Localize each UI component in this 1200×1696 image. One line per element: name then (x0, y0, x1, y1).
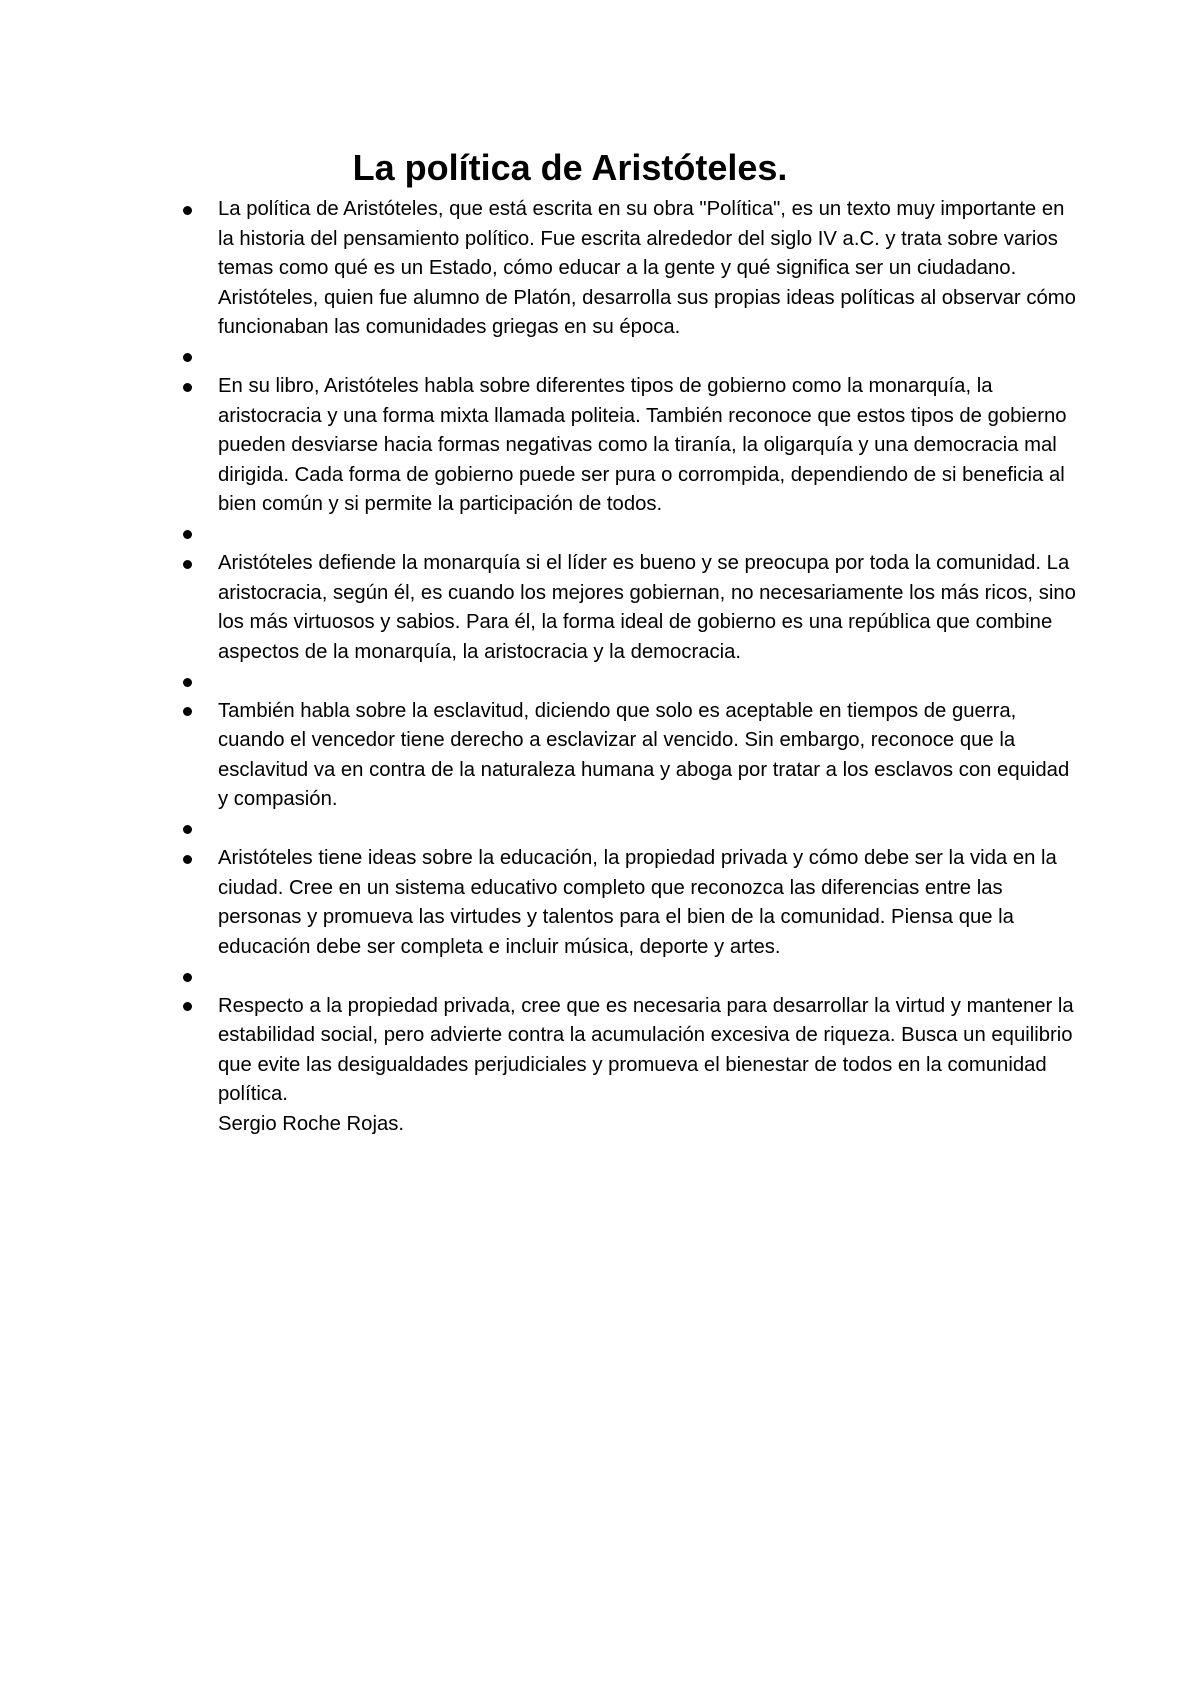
list-item-empty (180, 520, 1080, 550)
list-item (180, 844, 1080, 962)
bullet-icon (183, 530, 192, 539)
paragraph-text (218, 520, 1080, 550)
list-item-empty (180, 667, 1080, 697)
bullet-icon (183, 678, 192, 687)
list-item (180, 195, 1080, 343)
list-item (180, 992, 1080, 1140)
list-item-empty (180, 815, 1080, 845)
bullet-icon (183, 707, 192, 716)
bullet-icon (183, 353, 192, 362)
bullet-icon (183, 206, 192, 215)
list-item-empty (180, 343, 1080, 373)
bullet-list (180, 195, 1080, 1139)
bullet-icon (183, 825, 192, 834)
paragraph-text (218, 962, 1080, 992)
paragraph-text (218, 815, 1080, 845)
document-title: La política de Aristóteles. (352, 147, 788, 188)
paragraph-text: Aristóteles defiende la monarquía si el líder es bueno y se preocupa por toda la comunidad. La aristocracia, según él, es cuando los mejores gobiernan, no necesariamente los más ricos, sino los más virtuosos y sabios. Para él, la forma ideal de gobierno es una república que combine aspectos de la monarquía, la aristocracia y la democracia. (218, 552, 1076, 663)
list-item-empty (180, 962, 1080, 992)
list-item (180, 697, 1080, 815)
bullet-icon (183, 383, 192, 392)
bullet-icon (183, 855, 192, 864)
bullet-icon (183, 973, 192, 982)
paragraph-text: Respecto a la propiedad privada, cree que es necesaria para desarrollar la virtud y mantener la estabilidad social, pero advierte contra la acumulación excesiva de riqueza. Busca un equilibrio que evite las desigualdades perjudiciales y promueva el bienestar de todos en la comunidad política. (218, 994, 1074, 1105)
paragraph-text (218, 343, 1080, 373)
author-signature: Sergio Roche Rojas. (218, 1112, 405, 1135)
paragraph-text: Aristóteles tiene ideas sobre la educación, la propiedad privada y cómo debe ser la vida en la ciudad. Cree en un sistema educativo completo que reconozca las diferencias entre las personas y promueva las virtudes y talentos para el bien de la comunidad. Piensa que la educación debe ser completa e incluir música, deporte y artes. (218, 847, 1057, 958)
paragraph-text (218, 667, 1080, 697)
bullet-icon (183, 560, 192, 569)
list-item (180, 372, 1080, 520)
paragraph-text: En su libro, Aristóteles habla sobre diferentes tipos de gobierno como la monarquía, la aristocracia y una forma mixta llamada politeia. También reconoce que estos tipos de gobierno pueden desviarse hacia formas negativas como la tiranía, la oligarquía y una democracia mal dirigida. Cada forma de gobierno puede ser pura o corrompida, dependiendo de si beneficia al bien común y si permite la participación de todos. (218, 375, 1067, 515)
paragraph-text: La política de Aristóteles, que está escrita en su obra "Política", es un texto muy importante en la historia del pensamiento político. Fue escrita alrededor del siglo IV a.C. y trata sobre varios temas como qué es un Estado, cómo educar a la gente y qué significa ser un ciudadano. Aristóteles, quien fue alumno de Platón, desarrolla sus propias ideas políticas al observar cómo funcionaban las comunidades griegas en su época. (218, 198, 1076, 338)
bullet-icon (183, 1002, 192, 1011)
list-item (180, 549, 1080, 667)
paragraph-text: También habla sobre la esclavitud, diciendo que solo es aceptable en tiempos de guerra, cuando el vencedor tiene derecho a esclavizar al vencido. Sin embargo, reconoce que la esclavitud va en contra de la naturaleza humana y aboga por tratar a los esclavos con equidad y compasión. (218, 699, 1070, 810)
